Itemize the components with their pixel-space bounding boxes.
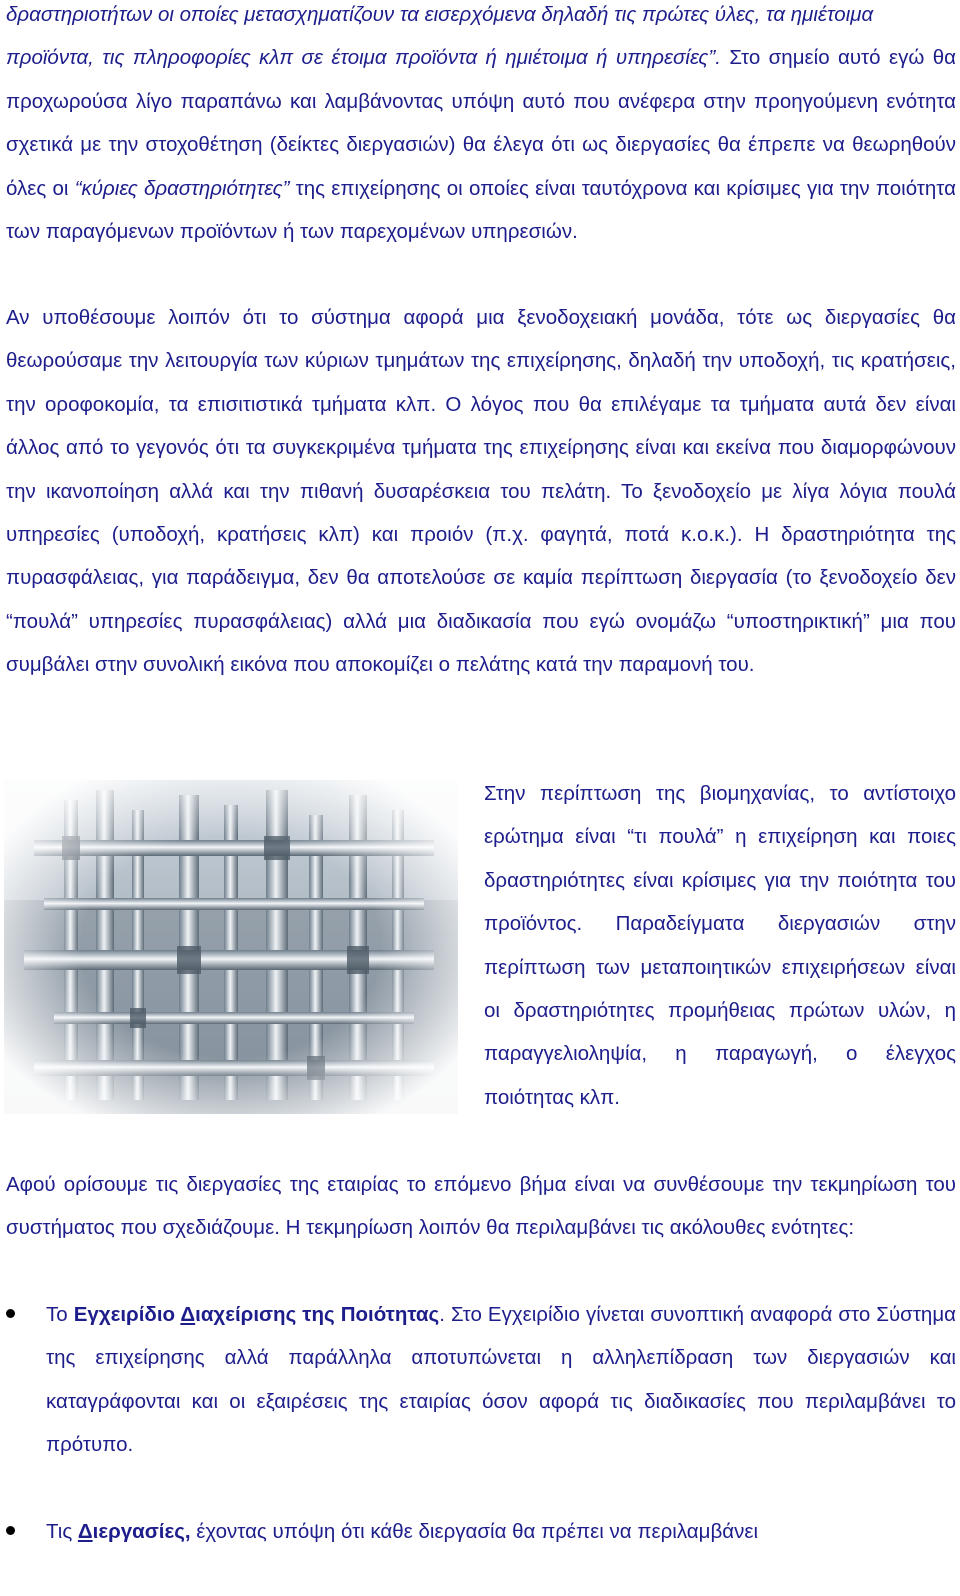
list-item-bold-1: Εγχειρίδιο — [73, 1303, 181, 1326]
paragraph-4: Αφού ορίσουμε τις διεργασίες της εταιρίας το επόμενο βήμα είναι να συνθέσουμε την τεκμηρίωση του συστήματος που σχεδιάζουμε. Η τεκμηρίωση λοιπόν θα περιλαμβάνει τις ακόλουθες ενότητες: — [6, 1173, 956, 1240]
paragraph-1-text-b: της επιχείρησης οι οποίες είναι ταυτόχρονα και κρίσιμες για την ποιότητα των παραγόμενων προϊόντων ή των παρεχομένων υπηρεσιών. — [6, 176, 956, 244]
paragraph-1-line-1: δραστηριοτήτων οι οποίες μετασχηματίζουν τα εισερχόμενα δηλαδή τις πρώτες ύλες, τα ημιέτοιμα — [6, 3, 874, 26]
list-item — [6, 1510, 956, 1553]
list-item — [6, 1293, 956, 1467]
list-item-bold-underline: Δ — [180, 1303, 196, 1326]
list-item-lead: Το — [46, 1303, 74, 1326]
bullet-icon — [6, 1309, 15, 1318]
list-item-bold-underline: Δ — [77, 1519, 93, 1543]
paragraph-1-line-2: προϊόντα, τις πληροφορίες κλπ σε έτοιμα προϊόντα ή ημιέτοιμα ή υπηρεσίες”. — [6, 46, 721, 70]
list-item-rest: . Στο Εγχειρίδιο γίνεται συνοπτική αναφορά στο Σύστημα της επιχείρησης αλλά παράλληλα αποτυπώνεται η αλληλεπίδραση των διεργασιών και καταγράφονται και οι εξαιρέσεις της εταιρίας όσον αφορά τις διαδικασίες που περιλαμβάνει το πρότυπο. — [46, 1303, 956, 1457]
bullet-icon — [6, 1526, 15, 1535]
industrial-pipes-photo — [4, 780, 458, 1114]
list-item-lead: Τις — [46, 1519, 78, 1543]
list-item-bold-2: ιεργασίες, — [92, 1519, 191, 1543]
figure-row — [6, 772, 956, 1117]
paragraph-3: Στην περίπτωση της βιομηχανίας, το αντίστοιχο ερώτημα είναι “τι πουλά” η επιχείρηση και ποιες δραστηριότητες είναι κρίσιμες για την ποιότητα του προϊόντος. Παραδείγματα διεργασιών στην περίπτωση των μεταποιητικών επιχειρήσεων είναι οι δραστηριότητες προμήθειας πρώτων υλών, η παραγγελιοληψία, η παραγωγή, ο έλεγχος ποιότητας κλπ. — [484, 782, 956, 1109]
paragraph-1-text-a: Στο σημείο αυτό εγώ θα προχωρούσα λίγο παραπάνω και λαμβάνοντας υπόψη αυτό που ανέφερα στην προηγούμενη ενότητα σχετικά με την στοχοθέτηση (δείκτες διεργασιών) θα έλεγα ότι ως διεργασίες θα έπρεπε να θεωρηθούν όλες οι — [6, 46, 956, 200]
key-activities-emphasis: “κύριες δραστηριότητες” — [74, 176, 290, 200]
paragraph-2: Αν υποθέσουμε λοιπόν ότι το σύστημα αφορά μια ξενοδοχειακή μονάδα, τότε ως διεργασίες θα θεωρούσαμε την λειτουργία των κύριων τμημάτων της επιχείρησης, δηλαδή την υποδοχή, τις κρατήσεις, την οροφοκομία, τα επισιτιστικά τμήματα κλπ. Ο λόγος που θα επιλέγαμε τα τμήματα αυτά δεν είναι άλλος από το γεγονός ότι τα συγκεκριμένα τμήματα της επιχείρησης είναι και εκείνα που διαμορφώνουν την ικανοποίηση αλλά και την πιθανή δυσαρέσκεια του πελάτη. Το ξενοδοχείο με λίγα λόγια πουλά υπηρεσίες (υποδοχή, κρατήσεις κλπ) και προιόν (π.χ. φαγητά, ποτά κ.ο.κ.). Η δραστηριότητα της πυρασφάλειας, για παράδειγμα, δεν θα αποτελούσε σε καμία περίπτωση διεργασία (το ξενοδοχείο δεν “πουλά” υπηρεσίες πυρασφάλειας) αλλά μια διαδικασία που εγώ ονομάζω “υποστηρικτική” μια που συμβάλει στην συνολική εικόνα που αποκομίζει ο πελάτης κατά την παραμονή του. — [6, 306, 956, 677]
list-item-rest: έχοντας υπόψη ότι κάθε διεργασία θα πρέπει να περιλαμβάνει — [190, 1519, 759, 1543]
list-item-bold-2: ιαχείρισης της Ποιότητας — [195, 1303, 440, 1326]
paragraph-1 — [6, 0, 956, 253]
documentation-list — [6, 1293, 956, 1596]
pipes-illustration — [4, 780, 458, 1114]
